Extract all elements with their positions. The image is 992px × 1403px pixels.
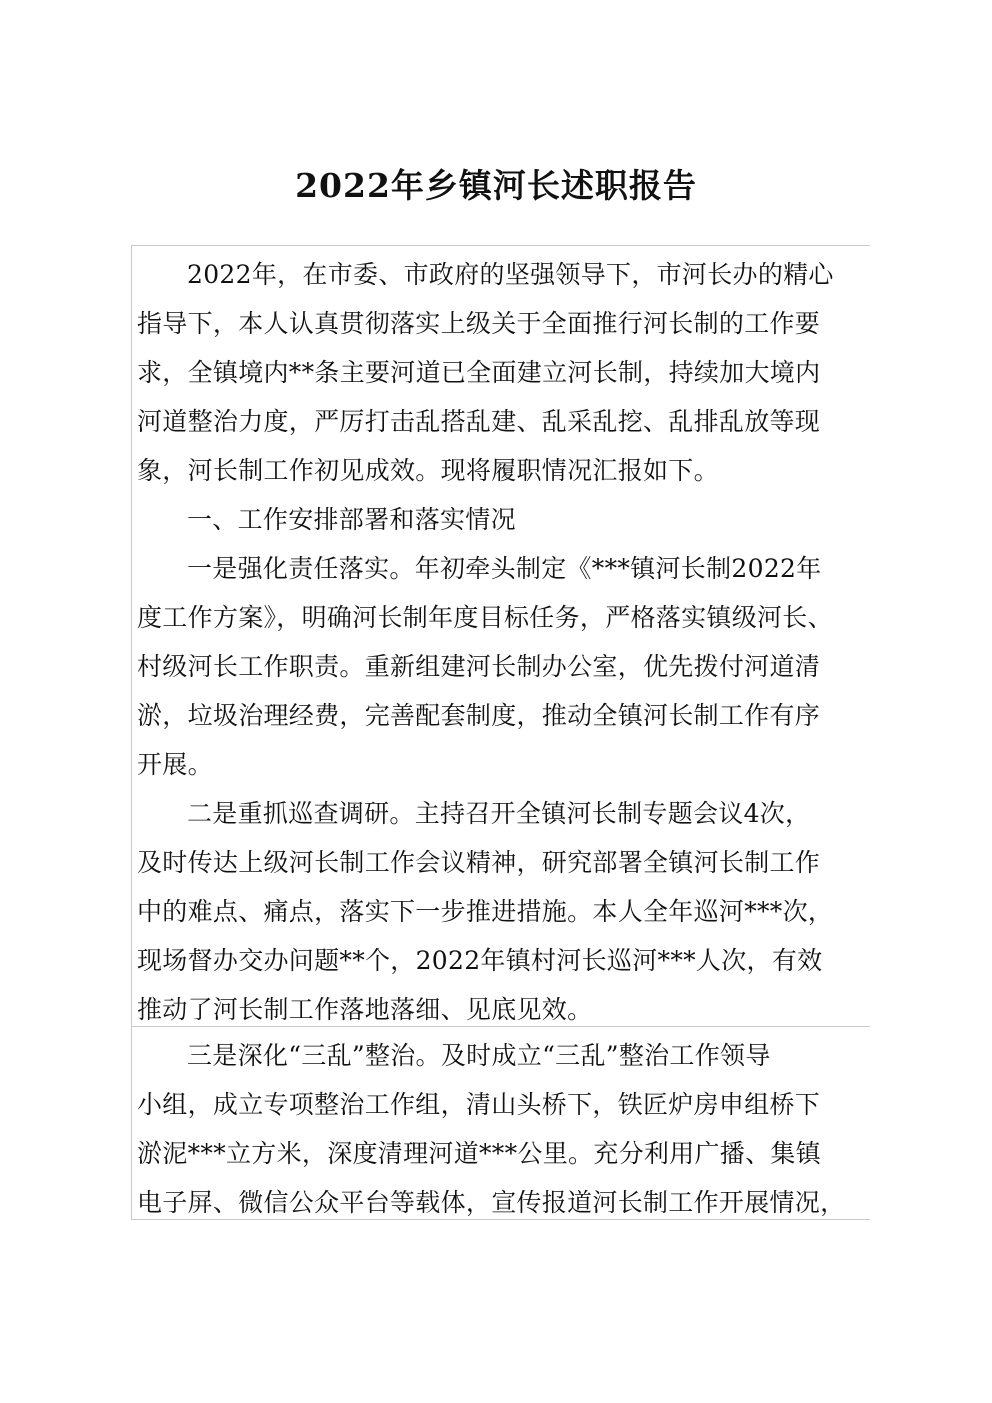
paragraph-line: 度工作方案》，明确河长制年度目标任务，严格落实镇级河长、 [137, 603, 833, 632]
paragraph-line: 及时传达上级河长制工作会议精神，研究部署全镇河长制工作 [137, 848, 821, 877]
paragraph-line: 三是深化“三乱”整治。及时成立“三乱”整治工作领导 [187, 1041, 771, 1070]
paragraph-line: 中的难点、痛点，落实下一步推进措施。本人全年巡河***次， [137, 897, 834, 926]
paragraph-line: 一是强化责任落实。年初牵头制定《***镇河长制2022年 [187, 554, 822, 583]
document-title: 2022年乡镇河长述职报告 [295, 166, 697, 205]
paragraph-responsibility [137, 544, 868, 789]
section-heading [137, 495, 868, 544]
paragraph-line: 现场督办交办问题**个，2022年镇村河长巡河***人次，有效 [137, 946, 823, 975]
paragraph-line: 淤，垃圾治理经费，完善配套制度，推动全镇河长制工作有序 [137, 701, 821, 730]
paragraph-intro [137, 250, 868, 495]
paragraph-line: 2022年，在市委、市政府的坚强领导下，市河长办的精心 [187, 260, 834, 289]
paragraph-line: 开展。 [137, 750, 213, 779]
paragraph-line: 河道整治力度，严厉打击乱搭乱建、乱采乱挖、乱排乱放等现 [137, 407, 821, 436]
paragraph-line: 村级河长工作职责。重新组建河长制办公室，优先拨付河道清 [137, 652, 821, 681]
paragraph-line: 淤泥***立方米，深度清理河道***公里。充分利用广播、集镇 [137, 1139, 822, 1168]
paragraph-inspection [137, 789, 868, 1034]
section-heading-text: 一、工作安排部署和落实情况 [187, 505, 516, 534]
paragraph-line: 象，河长制工作初见成效。现将履职情况汇报如下。 [137, 456, 719, 485]
paragraph-line: 电子屏、微信公众平台等载体，宣传报道河长制工作开展情况， [137, 1188, 846, 1217]
paragraph-line: 推动了河长制工作落地落细、见底见效。 [137, 995, 593, 1024]
paragraph-line: 求，全镇境内**条主要河道已全面建立河长制，持续加大境内 [137, 358, 821, 387]
paragraph-line: 指导下，本人认真贯彻落实上级关于全面推行河长制的工作要 [137, 309, 821, 338]
paragraph-rectification [137, 1031, 868, 1227]
paragraph-line: 小组，成立专项整治工作组，清山头桥下，铁匠炉房申组桥下 [137, 1090, 821, 1119]
paragraph-line: 二是重抓巡查调研。主持召开全镇河长制专题会议4次， [187, 799, 811, 828]
